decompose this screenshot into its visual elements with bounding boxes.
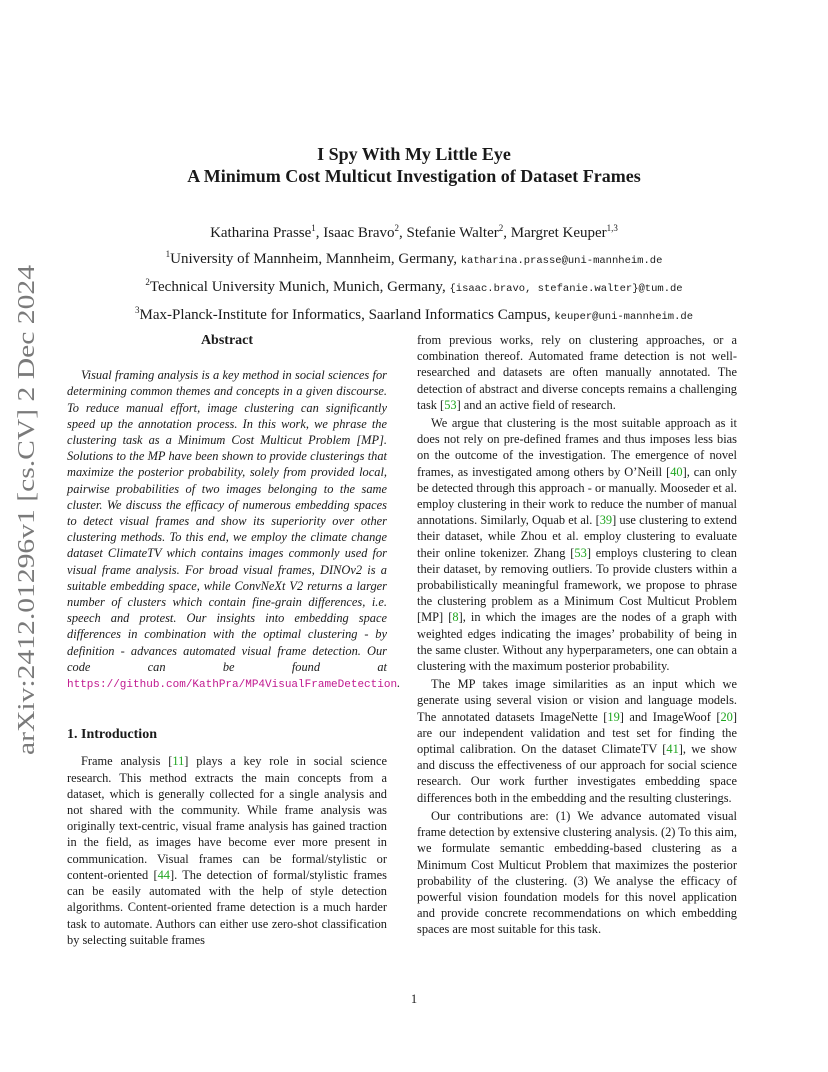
affiliation-text: Max-Planck-Institute for Informatics, Saarland Informatics Campus, bbox=[139, 307, 551, 323]
paper-title bbox=[0, 143, 828, 187]
author-block bbox=[0, 218, 828, 328]
affiliation-text: University of Mannheim, Mannheim, Germany, bbox=[170, 251, 457, 267]
body-paragraph bbox=[417, 332, 737, 413]
affiliation-sup: 1 bbox=[165, 249, 171, 259]
body-paragraph bbox=[417, 415, 737, 674]
intro-paragraph bbox=[67, 753, 387, 947]
citation-link[interactable]: 11 bbox=[172, 754, 185, 769]
author-sup: 2 bbox=[498, 223, 504, 233]
email-link[interactable]: katharina.prasse@uni-mannheim.de bbox=[460, 255, 663, 267]
text-run: ] and ImageWoof [ bbox=[619, 709, 721, 724]
text-run: We argue that clustering is the most suitable approach as it does not rely on pre-defined frames and thus imposes less bias on the outcome of the investigation. The emergence of novel frames, as investigated among others by O’Neill [ bbox=[417, 416, 737, 479]
citation-link[interactable]: 8 bbox=[452, 610, 459, 625]
title-line-2: A Minimum Cost Multicut Investigation of Dataset Frames bbox=[187, 166, 641, 186]
text-run: ], we show and discuss the effectiveness of our approach for social science research. Our work further investigates embedding space differences both in the embedding and the resulting clusterings. bbox=[417, 742, 737, 805]
citation-link[interactable]: 41 bbox=[666, 742, 679, 757]
text-run: ] are our independent validation and test set for finding the optimal calibration. On the dataset ClimateTV [ bbox=[417, 709, 737, 757]
citation-link[interactable]: 53 bbox=[444, 397, 457, 412]
text-run: The MP takes image similarities as an input which we generate using several vision or vision and language models. The annotated datasets ImageNette [ bbox=[417, 677, 737, 724]
author-name: Isaac Bravo bbox=[323, 225, 395, 241]
text-run: ], can only be detected through this approach - or manually. Mooseder et al. employ clustering in their work to reduce the number of manual annotations. Similarly, Oquab et al. [ bbox=[417, 464, 737, 528]
abstract-heading: Abstract bbox=[200, 333, 254, 348]
code-link[interactable]: https://github.com/KathPra/MP4VisualFrameDetection bbox=[67, 679, 398, 692]
author-name: Stefanie Walter bbox=[406, 225, 499, 241]
text-run: ] plays a key role in social science research. This method extracts the main concepts from a dataset, which is generally collected for a single analysis and not shared with the community. While frame analysis was originally text-centric, visual frame analysis has gained traction in the field, as images have become ever more present in communication. Visual frames can be formal/stylistic or content-oriented [ bbox=[67, 754, 387, 882]
title-line-1: I Spy With My Little Eye bbox=[317, 144, 511, 164]
text-run: ] and an active field of research. bbox=[456, 397, 616, 412]
author-list: Katharina Prasse$^1$, Isaac Bravo$^2$, Stefanie Walter$^2$, Margret Keuper$^{1,3}$ bbox=[210, 223, 618, 241]
abstract-text bbox=[67, 367, 401, 693]
affiliation-text: Technical University Munich, Munich, Germany, bbox=[149, 279, 446, 295]
affiliation bbox=[0, 300, 828, 328]
email-link[interactable]: {isaac.bravo, stefanie.walter}@tum.de bbox=[449, 283, 683, 295]
author-sup: 1,3 bbox=[606, 223, 618, 233]
text-run: ] employs clustering to clean their dataset, by removing outliers. To provide clusters within a probabilistically meaningful framework, we propose to phrase the clustering problem as a Minimum Cost Multicut Problem [MP] [ bbox=[417, 545, 738, 625]
text-run: ] use clustering to extend their dataset, while Zhou et al. employ clustering to evaluate their online tokenizer. Zhang [ bbox=[417, 513, 738, 560]
affiliation bbox=[0, 244, 828, 272]
left-column bbox=[67, 333, 401, 948]
citation-link[interactable]: 40 bbox=[670, 464, 683, 479]
citation-link[interactable]: 19 bbox=[607, 709, 620, 724]
page-number: 1 bbox=[410, 992, 418, 1006]
contributions-paragraph: Our contributions are: (1) We advance automated visual frame detection by extensive clustering analysis. (2) To this aim, we formulate semantic embedding-based clustering as a Minimum Cost Multicut Problem that maximizes the posterior probability of the clustering. (3) We analyse the efficacy of powerful vision foundation models for this novel application and provide concrete recommendations on which embedding spaces are most suitable for this task. bbox=[417, 808, 737, 937]
section-heading-introduction: 1. Introduction bbox=[67, 727, 157, 743]
affiliation-sup: 2 bbox=[145, 277, 150, 287]
author-name: Margret Keuper bbox=[510, 225, 607, 241]
arxiv-stamp-text: arXiv:2412.01296v1 [cs.CV] 2 Dec 2024 bbox=[14, 357, 40, 755]
arxiv-stamp bbox=[2, 255, 46, 755]
affiliation bbox=[0, 272, 828, 300]
author-sup: 1 bbox=[311, 223, 316, 233]
text-run: Frame analysis [ bbox=[81, 754, 173, 769]
author-sup: 2 bbox=[394, 223, 399, 233]
abstract-body: Visual framing analysis is a key method in social sciences for determining common themes and concepts in a given discourse. To reduce manual effort, image clustering can significantly speed up the annotation process. In this work, we phrase the clustering task as a Minimum Cost Multicut Problem [MP]. Solutions to the MP have been shown to provide clusterings that maximize the posterior probability, solely from provided local, pairwise probabilities of two images belonging to the same cluster. We discuss the efficacy of numerous embedding spaces to detect visual frames and show its superiority over other clustering methods. To this end, we employ the climate change dataset ClimateTV which contains images commonly used for visual frame analysis. For broad visual frames, DINOv2 is a suitable embedding space, while ConvNeXt V2 returns a larger number of clusters which contain fine-grain differences, i.e. speech and protest. Our insights into embedding space differences in combination with the optimal clustering - by definition - advances automated visual frame detection. Our code can be found at bbox=[67, 368, 387, 674]
author-name: Katharina Prasse bbox=[210, 225, 312, 241]
citation-link[interactable]: 44 bbox=[157, 867, 170, 882]
right-column bbox=[417, 332, 737, 938]
citation-link[interactable]: 39 bbox=[599, 513, 613, 528]
text-run: ], in which the images are the nodes of a graph with weighted edges indicating the images’ probability of being in the same cluster. Without any hyperparameters, one can obtain a clustering with the maximum posterior probability. bbox=[417, 610, 738, 674]
affiliation-sup: 3 bbox=[134, 305, 140, 315]
email-link[interactable]: keuper@uni-mannheim.de bbox=[554, 311, 693, 323]
citation-link[interactable]: 20 bbox=[720, 709, 733, 724]
text-run: from previous works, rely on clustering approaches, or a combination thereof. Automated frame detection is not well-researched and datasets are often manually annotated. The detection of abstract and diverse concepts remains a challenging task [ bbox=[417, 333, 737, 412]
text-run: ]. The detection of formal/stylistic frames can be easily automated with the help of style detection algorithms. Content-oriented frame detection is a much harder task to automate. Authors can either use zero-shot classification by selecting suitable frames bbox=[67, 867, 387, 947]
body-paragraph bbox=[417, 676, 737, 806]
abstract-end: . bbox=[397, 676, 401, 691]
citation-link[interactable]: 53 bbox=[574, 545, 587, 560]
